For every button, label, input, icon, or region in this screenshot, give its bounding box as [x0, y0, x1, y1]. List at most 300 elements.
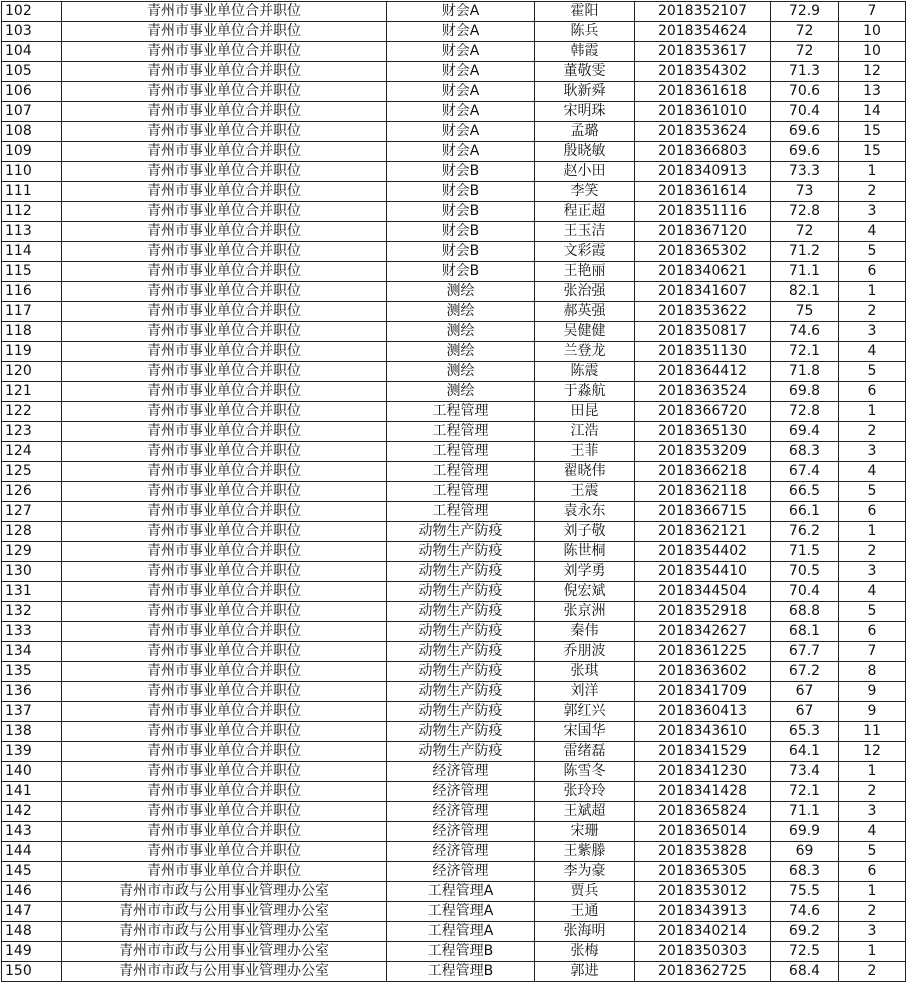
- unit-cell: 青州市事业单位合并职位: [62, 302, 387, 322]
- table-row: [2, 362, 906, 382]
- unit-cell: 青州市市政与公用事业管理办公室: [62, 962, 387, 982]
- rank-cell: 12: [839, 742, 906, 762]
- row-number-cell: 140: [2, 762, 62, 782]
- unit-cell: 青州市事业单位合并职位: [62, 202, 387, 222]
- unit-cell: 青州市市政与公用事业管理办公室: [62, 942, 387, 962]
- name-cell: 刘洋: [535, 682, 635, 702]
- ticket-number-cell: 2018340621: [635, 262, 771, 282]
- rank-cell: 13: [839, 82, 906, 102]
- unit-cell: 青州市事业单位合并职位: [62, 62, 387, 82]
- position-cell: 动物生产防疫: [387, 702, 535, 722]
- row-number-cell: 146: [2, 882, 62, 902]
- name-cell: 李为豪: [535, 862, 635, 882]
- score-cell: 69.4: [771, 422, 839, 442]
- ticket-number-cell: 2018340913: [635, 162, 771, 182]
- rank-cell: 2: [839, 782, 906, 802]
- table-row: [2, 782, 906, 802]
- unit-cell: 青州市事业单位合并职位: [62, 142, 387, 162]
- table-row: [2, 422, 906, 442]
- position-cell: 工程管理: [387, 462, 535, 482]
- unit-cell: 青州市市政与公用事业管理办公室: [62, 902, 387, 922]
- name-cell: 刘子敬: [535, 522, 635, 542]
- ticket-number-cell: 2018350303: [635, 942, 771, 962]
- row-number-cell: 143: [2, 822, 62, 842]
- table-row: [2, 22, 906, 42]
- table-row: [2, 742, 906, 762]
- table-row: [2, 442, 906, 462]
- ticket-number-cell: 2018365824: [635, 802, 771, 822]
- unit-cell: 青州市事业单位合并职位: [62, 102, 387, 122]
- row-number-cell: 141: [2, 782, 62, 802]
- unit-cell: 青州市事业单位合并职位: [62, 42, 387, 62]
- position-cell: 动物生产防疫: [387, 682, 535, 702]
- score-cell: 71.1: [771, 802, 839, 822]
- score-cell: 67: [771, 682, 839, 702]
- row-number-cell: 103: [2, 22, 62, 42]
- table-row: [2, 642, 906, 662]
- table-row: [2, 302, 906, 322]
- rank-cell: 9: [839, 682, 906, 702]
- ticket-number-cell: 2018365305: [635, 862, 771, 882]
- row-number-cell: 144: [2, 842, 62, 862]
- unit-cell: 青州市事业单位合并职位: [62, 182, 387, 202]
- ticket-number-cell: 2018364412: [635, 362, 771, 382]
- position-cell: 经济管理: [387, 842, 535, 862]
- rank-cell: 1: [839, 942, 906, 962]
- name-cell: 王斌超: [535, 802, 635, 822]
- unit-cell: 青州市事业单位合并职位: [62, 322, 387, 342]
- score-cell: 74.6: [771, 322, 839, 342]
- table-row: [2, 122, 906, 142]
- row-number-cell: 114: [2, 242, 62, 262]
- ticket-number-cell: 2018366218: [635, 462, 771, 482]
- rank-cell: 4: [839, 462, 906, 482]
- ticket-number-cell: 2018354410: [635, 562, 771, 582]
- rank-cell: 7: [839, 642, 906, 662]
- name-cell: 郭红兴: [535, 702, 635, 722]
- unit-cell: 青州市事业单位合并职位: [62, 382, 387, 402]
- unit-cell: 青州市事业单位合并职位: [62, 222, 387, 242]
- ticket-number-cell: 2018353012: [635, 882, 771, 902]
- score-cell: 68.1: [771, 622, 839, 642]
- score-cell: 75.5: [771, 882, 839, 902]
- name-cell: 兰登龙: [535, 342, 635, 362]
- name-cell: 乔朋波: [535, 642, 635, 662]
- ticket-number-cell: 2018341529: [635, 742, 771, 762]
- ticket-number-cell: 2018361614: [635, 182, 771, 202]
- ticket-number-cell: 2018360413: [635, 702, 771, 722]
- row-number-cell: 145: [2, 862, 62, 882]
- row-number-cell: 109: [2, 142, 62, 162]
- row-number-cell: 107: [2, 102, 62, 122]
- position-cell: 动物生产防疫: [387, 742, 535, 762]
- position-cell: 财会B: [387, 262, 535, 282]
- row-number-cell: 126: [2, 482, 62, 502]
- position-cell: 工程管理: [387, 402, 535, 422]
- position-cell: 财会A: [387, 142, 535, 162]
- position-cell: 财会A: [387, 122, 535, 142]
- table-row: [2, 582, 906, 602]
- table-row: [2, 922, 906, 942]
- position-cell: 测绘: [387, 382, 535, 402]
- name-cell: 王震: [535, 482, 635, 502]
- position-cell: 财会A: [387, 2, 535, 22]
- position-cell: 财会A: [387, 62, 535, 82]
- table-row: [2, 562, 906, 582]
- position-cell: 工程管理: [387, 422, 535, 442]
- rank-cell: 6: [839, 622, 906, 642]
- score-cell: 73.4: [771, 762, 839, 782]
- ticket-number-cell: 2018362725: [635, 962, 771, 982]
- score-cell: 72.9: [771, 2, 839, 22]
- table-row: [2, 842, 906, 862]
- position-cell: 测绘: [387, 342, 535, 362]
- ticket-number-cell: 2018352918: [635, 602, 771, 622]
- row-number-cell: 104: [2, 42, 62, 62]
- rank-cell: 12: [839, 62, 906, 82]
- ticket-number-cell: 2018343610: [635, 722, 771, 742]
- name-cell: 张玲玲: [535, 782, 635, 802]
- row-number-cell: 148: [2, 922, 62, 942]
- row-number-cell: 119: [2, 342, 62, 362]
- score-cell: 72.5: [771, 942, 839, 962]
- name-cell: 秦伟: [535, 622, 635, 642]
- score-cell: 69.6: [771, 122, 839, 142]
- score-cell: 71.5: [771, 542, 839, 562]
- name-cell: 董敬雯: [535, 62, 635, 82]
- row-number-cell: 135: [2, 662, 62, 682]
- score-cell: 67: [771, 702, 839, 722]
- rank-cell: 1: [839, 882, 906, 902]
- row-number-cell: 147: [2, 902, 62, 922]
- row-number-cell: 120: [2, 362, 62, 382]
- row-number-cell: 110: [2, 162, 62, 182]
- row-number-cell: 142: [2, 802, 62, 822]
- ticket-number-cell: 2018353622: [635, 302, 771, 322]
- score-cell: 69.9: [771, 822, 839, 842]
- ticket-number-cell: 2018361010: [635, 102, 771, 122]
- score-cell: 72: [771, 22, 839, 42]
- position-cell: 财会A: [387, 102, 535, 122]
- ticket-number-cell: 2018354402: [635, 542, 771, 562]
- row-number-cell: 111: [2, 182, 62, 202]
- score-cell: 74.6: [771, 902, 839, 922]
- score-cell: 72.1: [771, 782, 839, 802]
- unit-cell: 青州市事业单位合并职位: [62, 642, 387, 662]
- unit-cell: 青州市事业单位合并职位: [62, 622, 387, 642]
- table-row: [2, 962, 906, 982]
- name-cell: 刘学勇: [535, 562, 635, 582]
- table-row: [2, 262, 906, 282]
- name-cell: 孟璐: [535, 122, 635, 142]
- row-number-cell: 102: [2, 2, 62, 22]
- name-cell: 郝英强: [535, 302, 635, 322]
- score-cell: 71.8: [771, 362, 839, 382]
- rank-cell: 3: [839, 562, 906, 582]
- score-cell: 72.8: [771, 202, 839, 222]
- ticket-number-cell: 2018365130: [635, 422, 771, 442]
- unit-cell: 青州市事业单位合并职位: [62, 242, 387, 262]
- position-cell: 工程管理: [387, 442, 535, 462]
- position-cell: 财会A: [387, 22, 535, 42]
- table-row: [2, 502, 906, 522]
- table-row: [2, 602, 906, 622]
- unit-cell: 青州市事业单位合并职位: [62, 362, 387, 382]
- table-row: [2, 342, 906, 362]
- name-cell: 王玉洁: [535, 222, 635, 242]
- score-cell: 76.2: [771, 522, 839, 542]
- score-cell: 71.3: [771, 62, 839, 82]
- ticket-number-cell: 2018361618: [635, 82, 771, 102]
- unit-cell: 青州市事业单位合并职位: [62, 742, 387, 762]
- ticket-number-cell: 2018353209: [635, 442, 771, 462]
- unit-cell: 青州市事业单位合并职位: [62, 562, 387, 582]
- row-number-cell: 117: [2, 302, 62, 322]
- row-number-cell: 116: [2, 282, 62, 302]
- score-cell: 70.4: [771, 102, 839, 122]
- rank-cell: 10: [839, 22, 906, 42]
- unit-cell: 青州市事业单位合并职位: [62, 82, 387, 102]
- ticket-number-cell: 2018367120: [635, 222, 771, 242]
- position-cell: 财会B: [387, 182, 535, 202]
- table-row: [2, 622, 906, 642]
- name-cell: 赵小田: [535, 162, 635, 182]
- name-cell: 陈震: [535, 362, 635, 382]
- name-cell: 张治强: [535, 282, 635, 302]
- score-cell: 68.3: [771, 862, 839, 882]
- name-cell: 雷绪磊: [535, 742, 635, 762]
- table-row: [2, 902, 906, 922]
- table-row: [2, 702, 906, 722]
- ticket-number-cell: 2018365014: [635, 822, 771, 842]
- unit-cell: 青州市事业单位合并职位: [62, 402, 387, 422]
- name-cell: 倪宏斌: [535, 582, 635, 602]
- name-cell: 文彩霞: [535, 242, 635, 262]
- score-cell: 73: [771, 182, 839, 202]
- ticket-number-cell: 2018354624: [635, 22, 771, 42]
- ticket-number-cell: 2018351130: [635, 342, 771, 362]
- unit-cell: 青州市事业单位合并职位: [62, 842, 387, 862]
- position-cell: 工程管理B: [387, 962, 535, 982]
- rank-cell: 4: [839, 342, 906, 362]
- unit-cell: 青州市市政与公用事业管理办公室: [62, 922, 387, 942]
- rank-cell: 5: [839, 242, 906, 262]
- table-row: [2, 682, 906, 702]
- unit-cell: 青州市事业单位合并职位: [62, 582, 387, 602]
- position-cell: 经济管理: [387, 782, 535, 802]
- score-cell: 70.4: [771, 582, 839, 602]
- row-number-cell: 139: [2, 742, 62, 762]
- row-number-cell: 124: [2, 442, 62, 462]
- row-number-cell: 112: [2, 202, 62, 222]
- table-row: [2, 42, 906, 62]
- unit-cell: 青州市事业单位合并职位: [62, 282, 387, 302]
- table-row: [2, 822, 906, 842]
- name-cell: 陈兵: [535, 22, 635, 42]
- name-cell: 韩霞: [535, 42, 635, 62]
- rank-cell: 14: [839, 102, 906, 122]
- position-cell: 动物生产防疫: [387, 522, 535, 542]
- rank-cell: 2: [839, 542, 906, 562]
- unit-cell: 青州市事业单位合并职位: [62, 2, 387, 22]
- rank-cell: 1: [839, 162, 906, 182]
- name-cell: 于淼航: [535, 382, 635, 402]
- table-row: [2, 802, 906, 822]
- rank-cell: 5: [839, 482, 906, 502]
- rank-cell: 1: [839, 402, 906, 422]
- table-body: [2, 2, 906, 982]
- position-cell: 动物生产防疫: [387, 642, 535, 662]
- score-cell: 71.2: [771, 242, 839, 262]
- row-number-cell: 123: [2, 422, 62, 442]
- name-cell: 殷晓敏: [535, 142, 635, 162]
- row-number-cell: 138: [2, 722, 62, 742]
- score-cell: 68.8: [771, 602, 839, 622]
- table-row: [2, 402, 906, 422]
- name-cell: 张海明: [535, 922, 635, 942]
- score-cell: 69.8: [771, 382, 839, 402]
- ticket-number-cell: 2018366715: [635, 502, 771, 522]
- rank-cell: 4: [839, 582, 906, 602]
- position-cell: 工程管理A: [387, 922, 535, 942]
- score-cell: 66.1: [771, 502, 839, 522]
- name-cell: 王菲: [535, 442, 635, 462]
- unit-cell: 青州市事业单位合并职位: [62, 442, 387, 462]
- ticket-number-cell: 2018342627: [635, 622, 771, 642]
- name-cell: 王通: [535, 902, 635, 922]
- row-number-cell: 132: [2, 602, 62, 622]
- unit-cell: 青州市事业单位合并职位: [62, 122, 387, 142]
- row-number-cell: 113: [2, 222, 62, 242]
- position-cell: 动物生产防疫: [387, 662, 535, 682]
- ticket-number-cell: 2018353828: [635, 842, 771, 862]
- ticket-number-cell: 2018341709: [635, 682, 771, 702]
- table-row: [2, 462, 906, 482]
- row-number-cell: 127: [2, 502, 62, 522]
- rank-cell: 3: [839, 202, 906, 222]
- name-cell: 翟晓伟: [535, 462, 635, 482]
- name-cell: 王艳丽: [535, 262, 635, 282]
- position-cell: 测绘: [387, 282, 535, 302]
- row-number-cell: 118: [2, 322, 62, 342]
- ticket-number-cell: 2018353617: [635, 42, 771, 62]
- name-cell: 张琪: [535, 662, 635, 682]
- position-cell: 动物生产防疫: [387, 582, 535, 602]
- table-row: [2, 182, 906, 202]
- ticket-number-cell: 2018363524: [635, 382, 771, 402]
- position-cell: 财会B: [387, 162, 535, 182]
- ticket-number-cell: 2018352107: [635, 2, 771, 22]
- name-cell: 程正超: [535, 202, 635, 222]
- rank-cell: 9: [839, 702, 906, 722]
- name-cell: 霍阳: [535, 2, 635, 22]
- position-cell: 测绘: [387, 322, 535, 342]
- rank-cell: 6: [839, 262, 906, 282]
- position-cell: 财会B: [387, 202, 535, 222]
- name-cell: 宋珊: [535, 822, 635, 842]
- position-cell: 财会A: [387, 82, 535, 102]
- unit-cell: 青州市事业单位合并职位: [62, 662, 387, 682]
- table-row: [2, 102, 906, 122]
- row-number-cell: 106: [2, 82, 62, 102]
- name-cell: 张京洲: [535, 602, 635, 622]
- ticket-number-cell: 2018350817: [635, 322, 771, 342]
- score-cell: 69.6: [771, 142, 839, 162]
- position-cell: 经济管理: [387, 822, 535, 842]
- position-cell: 经济管理: [387, 802, 535, 822]
- score-cell: 70.6: [771, 82, 839, 102]
- unit-cell: 青州市事业单位合并职位: [62, 522, 387, 542]
- name-cell: 耿新舜: [535, 82, 635, 102]
- ticket-number-cell: 2018341428: [635, 782, 771, 802]
- name-cell: 田昆: [535, 402, 635, 422]
- rank-cell: 4: [839, 822, 906, 842]
- position-cell: 工程管理: [387, 482, 535, 502]
- unit-cell: 青州市事业单位合并职位: [62, 822, 387, 842]
- unit-cell: 青州市事业单位合并职位: [62, 702, 387, 722]
- rank-cell: 15: [839, 122, 906, 142]
- score-cell: 72.8: [771, 402, 839, 422]
- table-row: [2, 862, 906, 882]
- position-cell: 财会A: [387, 42, 535, 62]
- ticket-number-cell: 2018354302: [635, 62, 771, 82]
- unit-cell: 青州市事业单位合并职位: [62, 342, 387, 362]
- position-cell: 经济管理: [387, 862, 535, 882]
- ticket-number-cell: 2018351116: [635, 202, 771, 222]
- position-cell: 工程管理B: [387, 942, 535, 962]
- rank-cell: 7: [839, 2, 906, 22]
- table-row: [2, 542, 906, 562]
- rank-cell: 2: [839, 902, 906, 922]
- rank-cell: 3: [839, 322, 906, 342]
- position-cell: 财会B: [387, 242, 535, 262]
- unit-cell: 青州市事业单位合并职位: [62, 762, 387, 782]
- table-row: [2, 722, 906, 742]
- score-cell: 67.7: [771, 642, 839, 662]
- position-cell: 动物生产防疫: [387, 602, 535, 622]
- position-cell: 动物生产防疫: [387, 562, 535, 582]
- score-cell: 72.1: [771, 342, 839, 362]
- table-row: [2, 82, 906, 102]
- table-row: [2, 202, 906, 222]
- ticket-number-cell: 2018366803: [635, 142, 771, 162]
- unit-cell: 青州市事业单位合并职位: [62, 722, 387, 742]
- score-cell: 67.2: [771, 662, 839, 682]
- ticket-number-cell: 2018362121: [635, 522, 771, 542]
- row-number-cell: 121: [2, 382, 62, 402]
- score-cell: 72: [771, 222, 839, 242]
- score-cell: 71.1: [771, 262, 839, 282]
- name-cell: 李笑: [535, 182, 635, 202]
- position-cell: 经济管理: [387, 762, 535, 782]
- row-number-cell: 149: [2, 942, 62, 962]
- table-row: [2, 482, 906, 502]
- rank-cell: 10: [839, 42, 906, 62]
- rank-cell: 3: [839, 922, 906, 942]
- rank-cell: 5: [839, 602, 906, 622]
- table-row: [2, 142, 906, 162]
- rank-cell: 2: [839, 302, 906, 322]
- position-cell: 财会B: [387, 222, 535, 242]
- rank-cell: 1: [839, 762, 906, 782]
- row-number-cell: 125: [2, 462, 62, 482]
- table-row: [2, 762, 906, 782]
- position-cell: 动物生产防疫: [387, 542, 535, 562]
- rank-cell: 2: [839, 182, 906, 202]
- row-number-cell: 108: [2, 122, 62, 142]
- score-cell: 70.5: [771, 562, 839, 582]
- score-cell: 72: [771, 42, 839, 62]
